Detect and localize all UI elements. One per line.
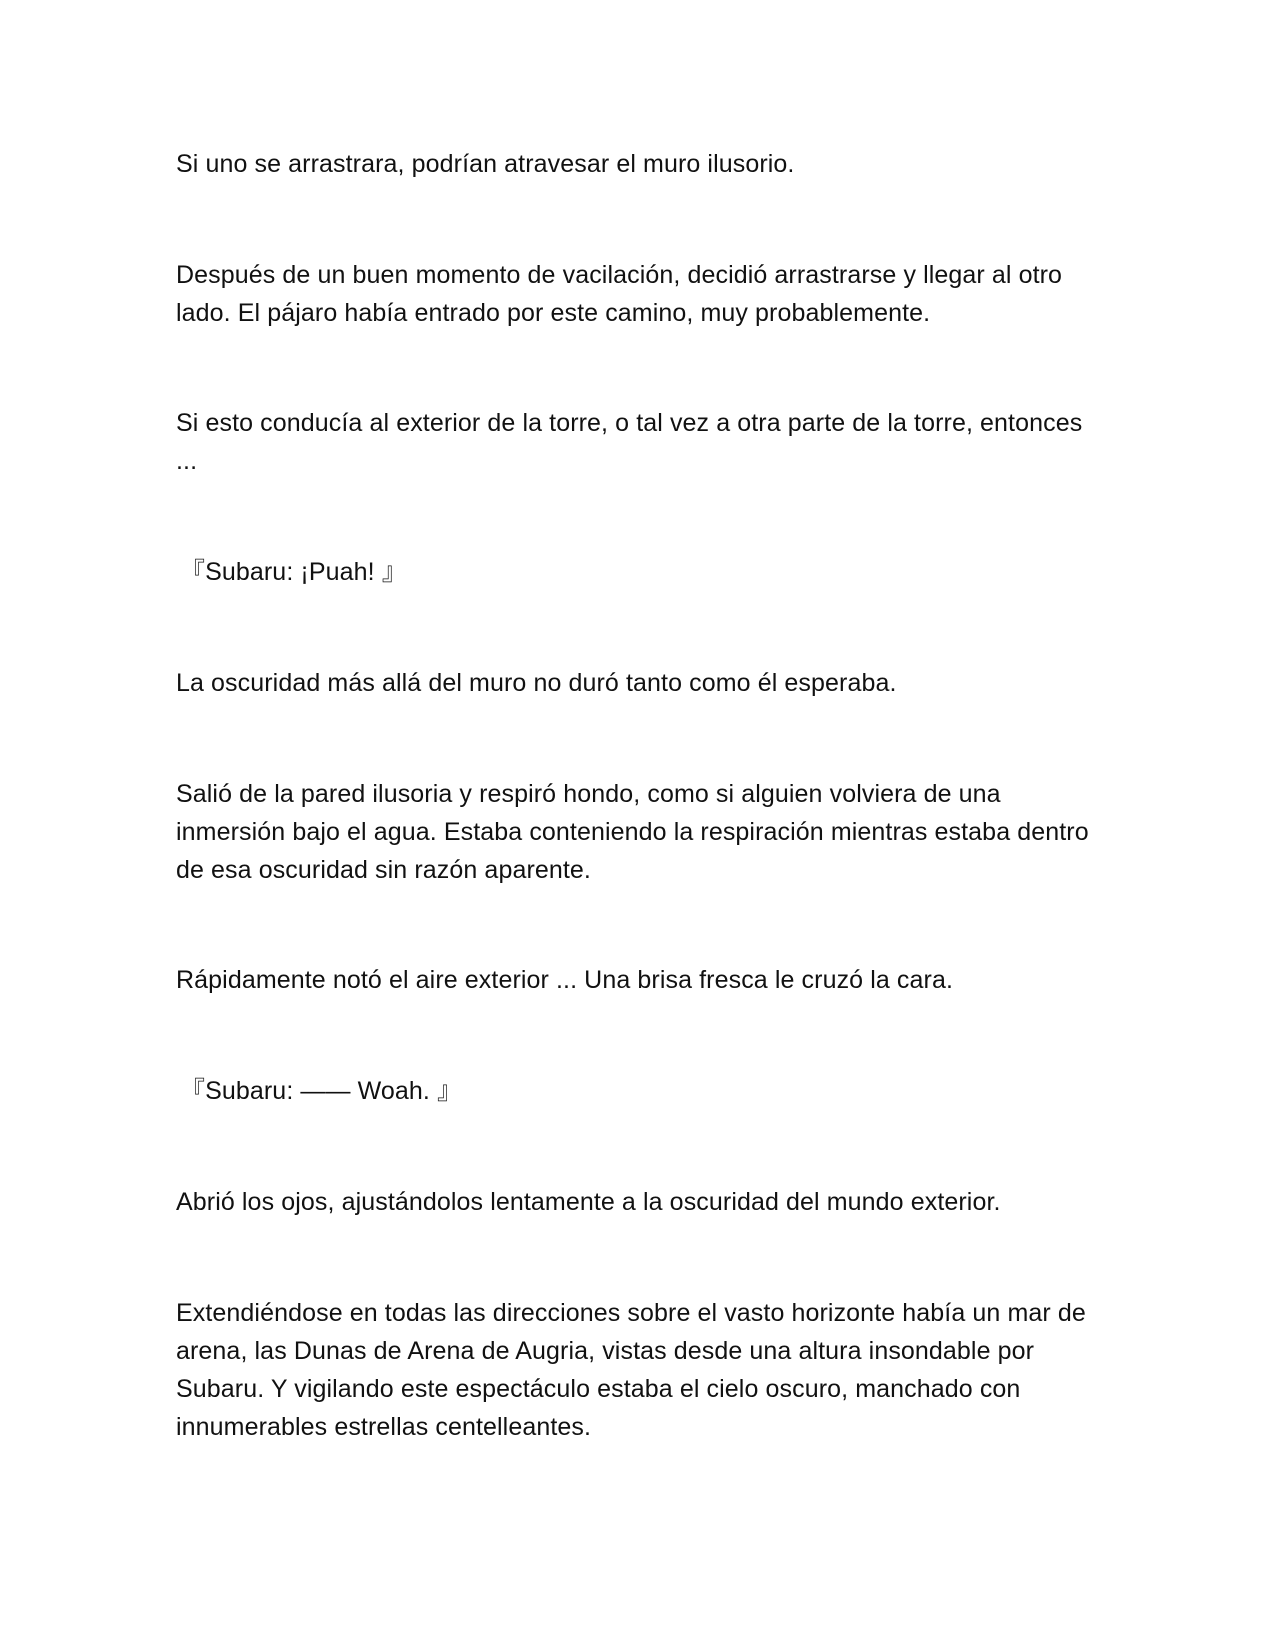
dialogue-line-2: 『Subaru: —— Woah. 』: [180, 1077, 463, 1105]
paragraph-1: Si uno se arrastrara, podrían atravesar el muro ilusorio.: [176, 150, 795, 178]
paragraph-6: Rápidamente notó el aire exterior ... Una brisa fresca le cruzó la cara.: [176, 966, 954, 994]
paragraph-4: La oscuridad más allá del muro no duró tanto como él esperaba.: [176, 669, 897, 697]
paragraph-5: Salió de la pared ilusoria y respiró hondo, como si alguien volviera de una inmersión bajo el agua. Estaba conteniendo la respiración mientras estaba dentro de esa oscuridad sin razón aparente.: [176, 780, 1096, 884]
dialogue-line-1: 『Subaru: ¡Puah! 』: [180, 558, 407, 586]
paragraph-2: Después de un buen momento de vacilación, decidió arrastrarse y llegar al otro lado. El pájaro había entrado por este camino, muy probablemente.: [176, 261, 1070, 327]
paragraph-3: Si esto conducía al exterior de la torre, o tal vez a otra parte de la torre, entonces ...: [176, 409, 1090, 475]
paragraph-7: Abrió los ojos, ajustándolos lentamente a la oscuridad del mundo exterior.: [176, 1188, 1001, 1216]
paragraph-8: Extendiéndose en todas las direcciones sobre el vasto horizonte había un mar de arena, las Dunas de Arena de Augria, vistas desde una altura insondable por Subaru. Y vigilando este espectáculo estaba el cielo oscuro, manchado con innumerables estrellas centelleantes.: [176, 1299, 1093, 1441]
